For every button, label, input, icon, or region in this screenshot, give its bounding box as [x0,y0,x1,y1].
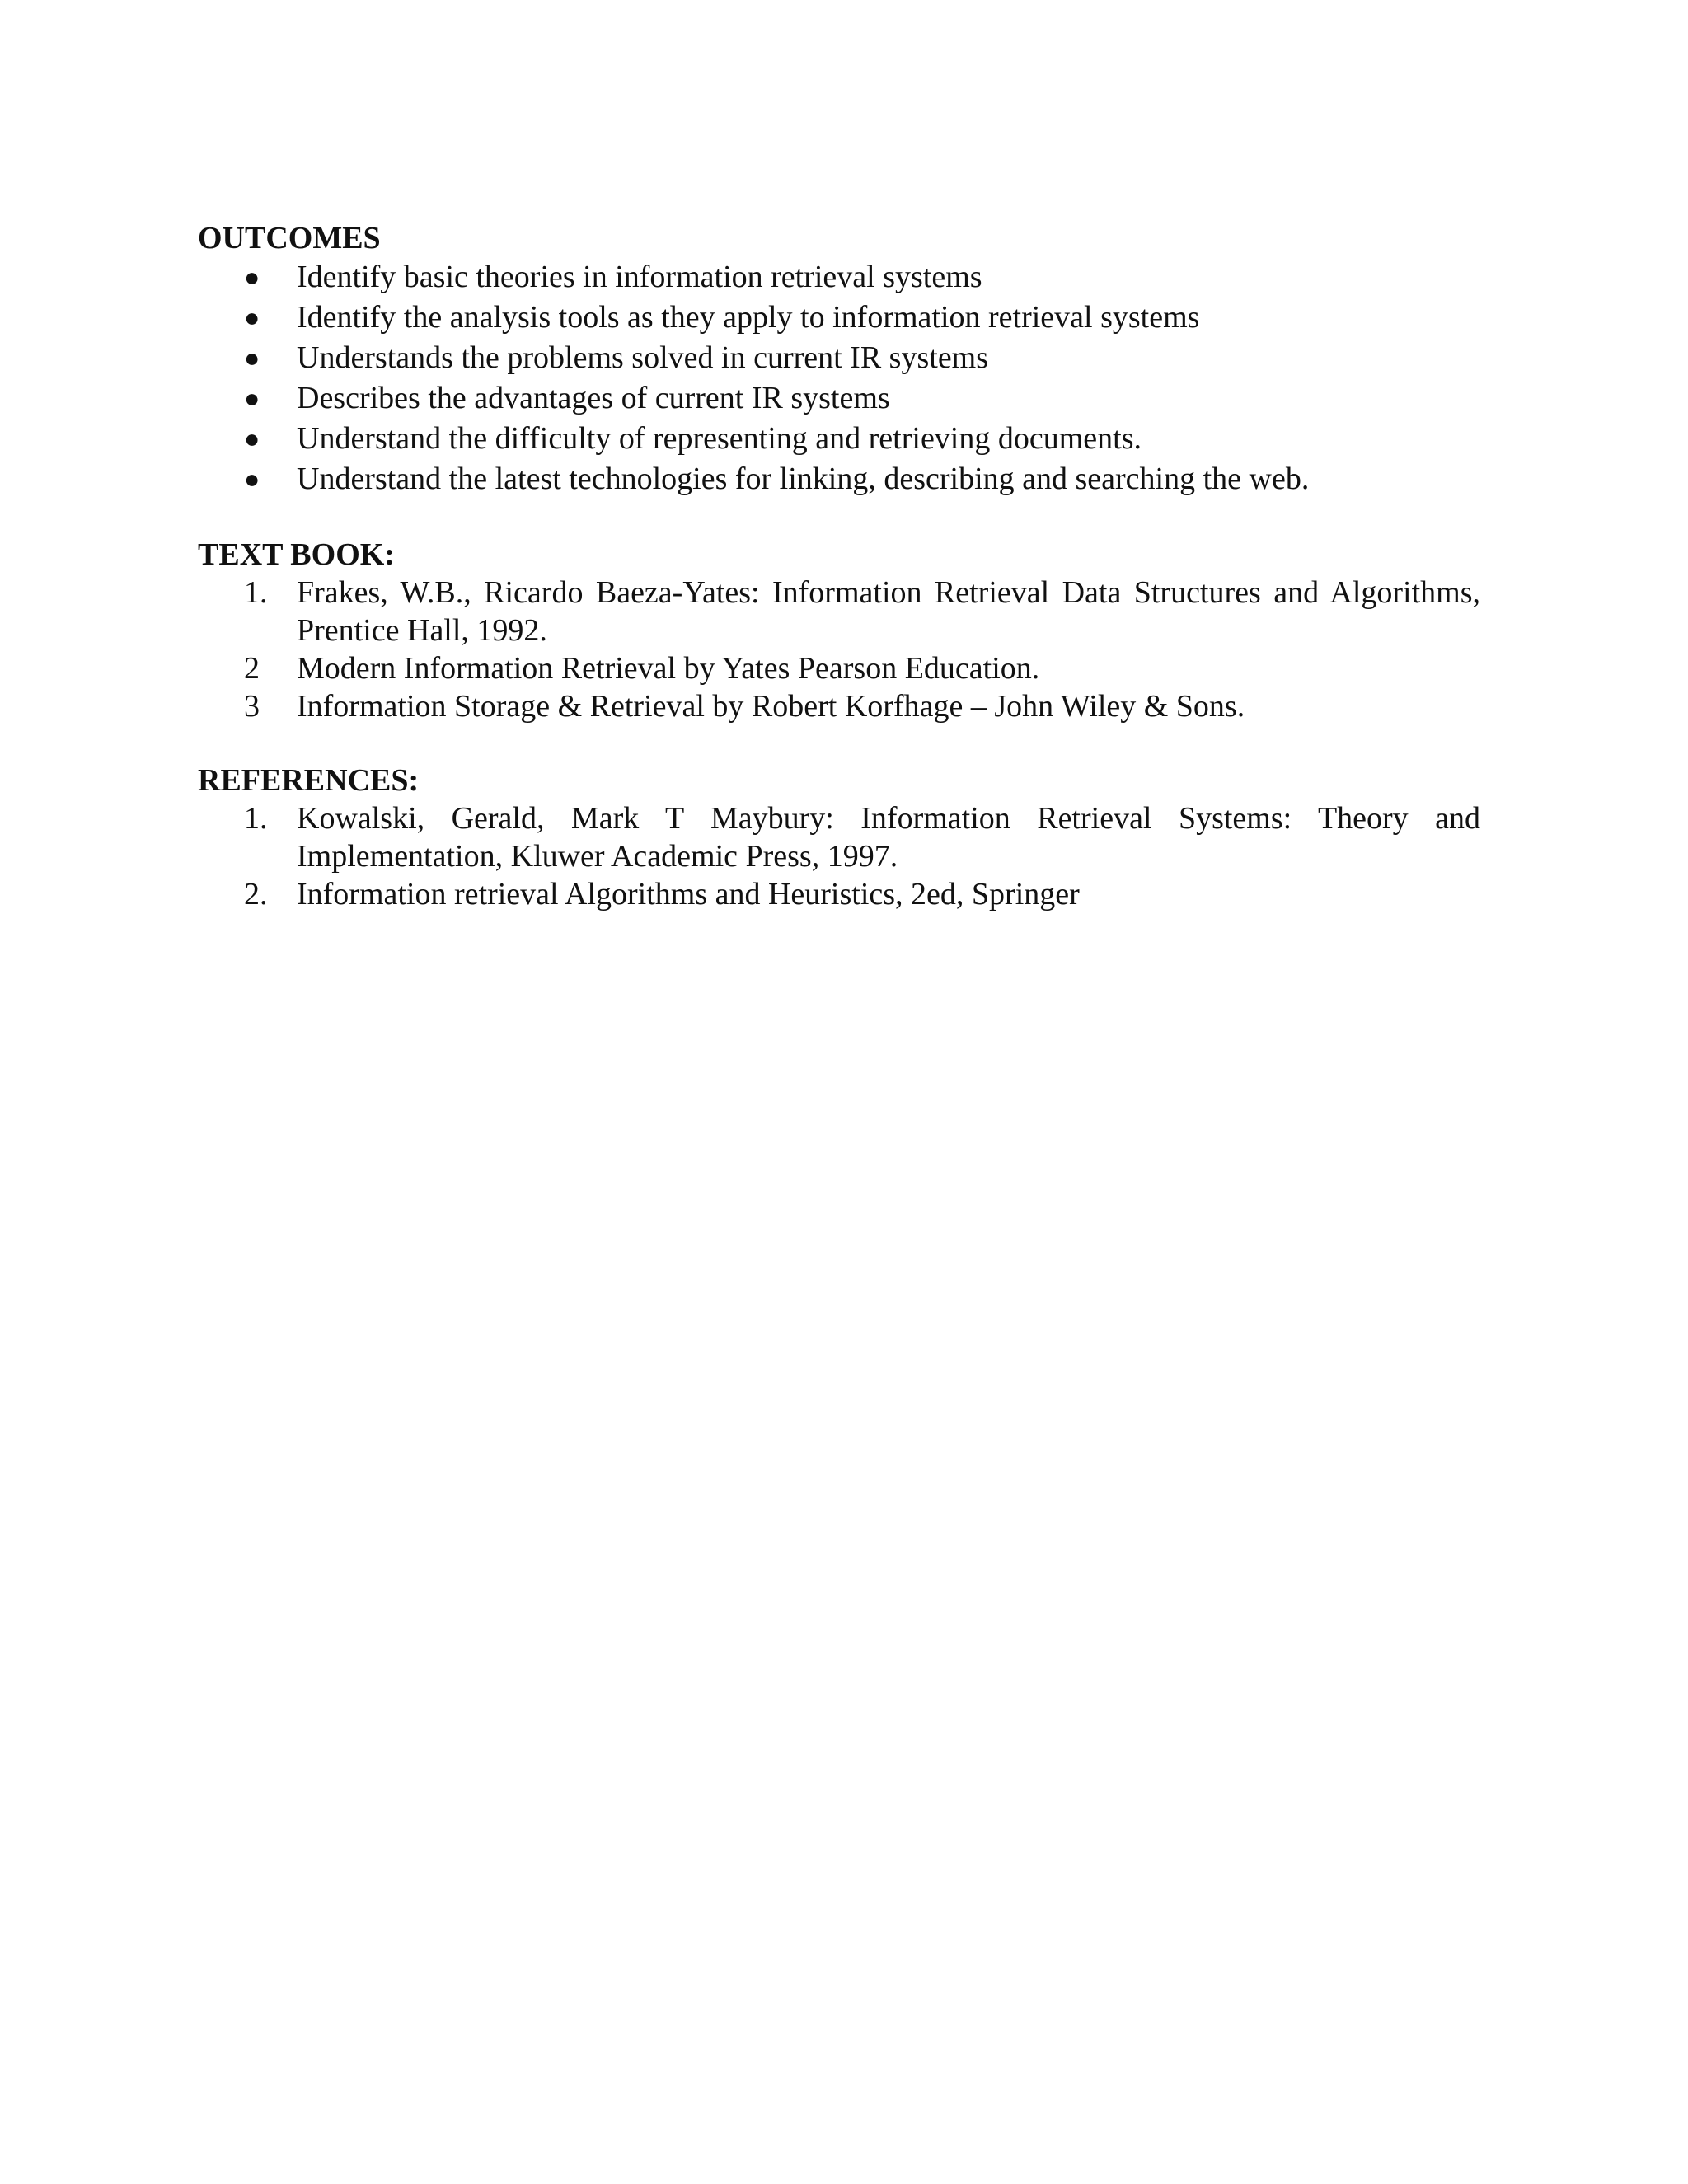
list-item: 3 Information Storage & Retrieval by Robert Korfhage – John Wiley & Sons. [244,689,1245,724]
references-section [198,762,1480,913]
item-number: 2. [244,877,268,912]
bullet-icon: ● [244,302,260,332]
list-item: ● Identify basic theories in information retrieval systems [198,257,1480,298]
item-number: 1. [244,801,268,836]
list-item: 2. Information retrieval Algorithms and Heuristics, 2ed, Springer [244,877,1080,912]
list-item: ● Identify the analysis tools as they apply to information retrieval systems [198,298,1480,338]
textbook-heading: TEXT BOOK: [198,537,395,572]
outcomes-section [198,219,1480,499]
list-item: ● Understand the latest technologies for linking, describing and searching the web. [198,459,1480,499]
textbook-list [198,574,1480,725]
outcomes-list [198,257,1480,499]
item-number: 2 [244,651,260,686]
references-list [198,799,1480,913]
item-number: 3 [244,689,260,724]
list-item: 1. Frakes, W.B., Ricardo Baeza-Yates: Information Retrieval Data Structures and Algorithms, Prentice Hall, 1992. [244,575,1480,648]
bullet-icon: ● [244,464,260,494]
list-item: 1. Kowalski, Gerald, Mark T Maybury: Information Retrieval Systems: Theory and Implementation, Kluwer Academic Press, 1997. [244,801,1480,874]
bullet-icon: ● [244,383,260,413]
list-item: ● Understands the problems solved in current IR systems [198,338,1480,378]
bullet-icon: ● [244,262,260,292]
list-item: ● Describes the advantages of current IR systems [198,378,1480,419]
item-number: 1. [244,575,268,610]
list-item: ● Understand the difficulty of representing and retrieving documents. [198,419,1480,459]
document-page [198,219,1480,913]
references-heading: REFERENCES: [198,763,420,798]
bullet-icon: ● [244,343,260,373]
bullet-icon: ● [244,424,260,453]
outcomes-heading: OUTCOMES [198,221,381,255]
list-item: 2 Modern Information Retrieval by Yates Pearson Education. [244,651,1040,686]
textbook-section [198,536,1480,725]
